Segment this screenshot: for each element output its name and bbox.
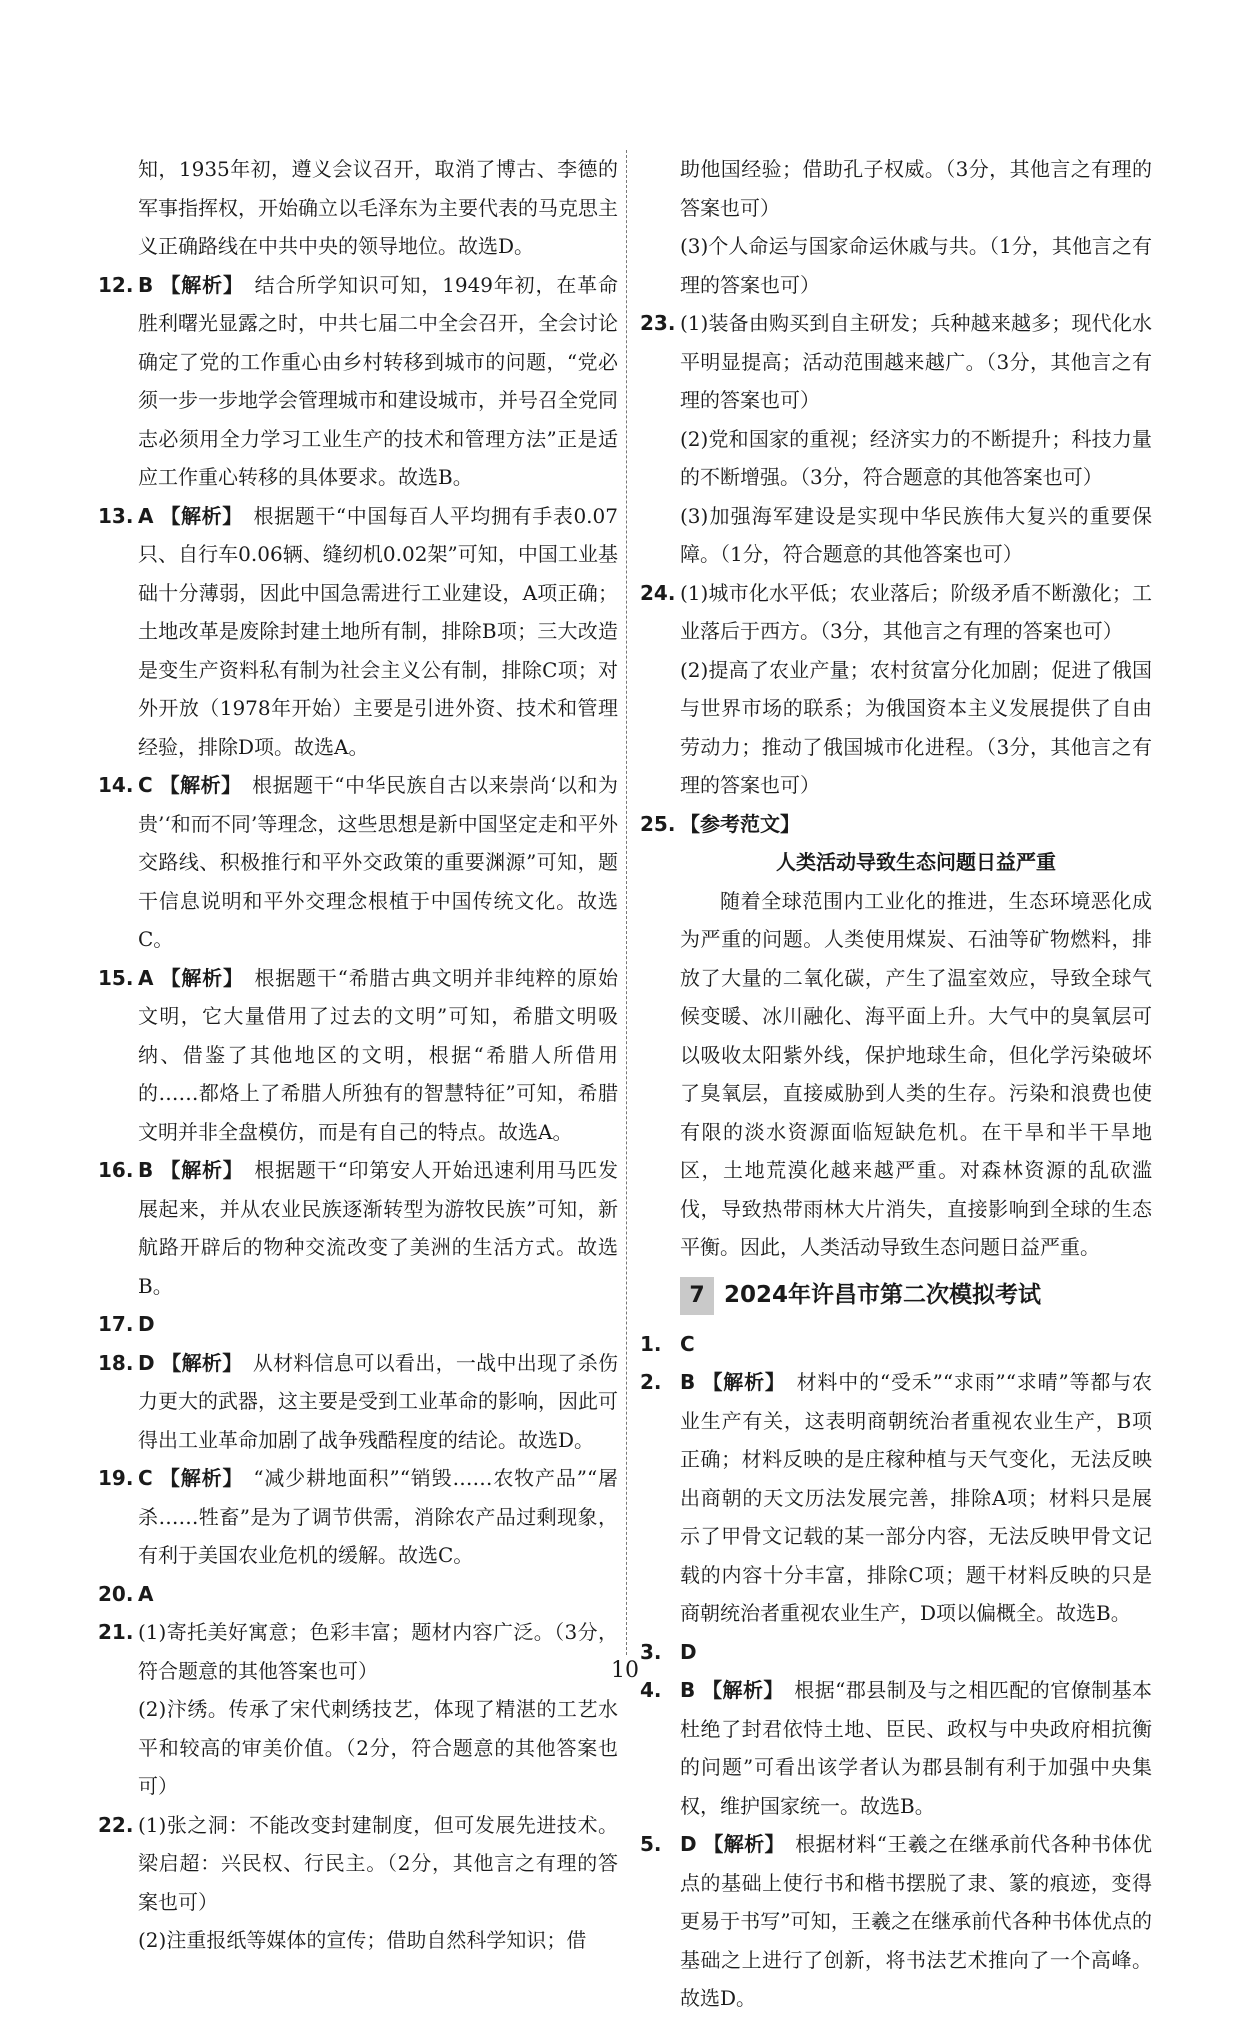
right-column [640,150,1152,2018]
item-text: “减少耕地面积”“销毁……农牧产品”“屠杀……牲畜”是为了调节供需，消除农产品过剩现象，有利于美国农业危机的缓解。故选C。 [138,1466,619,1567]
item-number: 20. [98,1581,134,1606]
sub-answer: (2)党和国家的重视；经济实力的不断提升；科技力量的不断增强。（3分，符合题意的其他答案也可） [680,426,1152,489]
item-text: 根据“郡县制及与之相匹配的官僚制基本杜绝了封君依恃土地、臣民、政权与中央政府相抗衡的问题”可看出该学者认为郡县制有利于加强中央集权，维护国家统一。故选B。 [680,1678,1153,1818]
item-text: 根据题干“希腊古典文明并非纯粹的原始文明，它大量借用了过去的文明”可知，希腊文明吸纳、借鉴了其他地区的文明，根据“希腊人所借用的……都烙上了希腊人所独有的智慧特征”可知，希腊文明并非全盘模仿，而是有自己的特点。故选A。 [138,965,619,1144]
item-answer: B [680,1370,696,1394]
item-answer: D [680,1639,697,1664]
answer-item [640,304,1152,574]
item-answer: D [138,1312,155,1336]
essay-item [640,805,1152,844]
analysis-tag: 【解析】 [161,1350,243,1375]
item-answer: D [138,1350,155,1375]
item-answer: C [138,1466,153,1490]
sub-answer: (2)汴绣。传承了宋代刺绣技艺，体现了精湛的工艺水平和较高的审美价值。（2分，符合题意的其他答案也可） [138,1697,618,1798]
item-text: 结合所学知识可知，1949年初，在革命胜利曙光显露之时，中共七届二中全会召开，全会讨论确定了党的工作重心由乡村转移到城市的问题，“党必须一步一步地学会管理城市和建设城市，并号召全党同志必须用全力学习工业生产的技术和管理方法”正是适应工作重心转移的具体要求。故选B。 [138,272,619,489]
sub-answer: (2)提高了农业产量；农村贫富分化加剧；促进了俄国与世界市场的联系；为俄国资本主义发展提供了自由劳动力；推动了俄国城市化进程。（3分，其他言之有理的答案也可） [680,657,1152,797]
answer-item [640,1825,1152,2018]
item-number: 12. [98,272,134,297]
answer-item [98,766,618,959]
answer-item [640,1671,1152,1825]
answer-item [98,1151,618,1305]
section-heading [680,1273,1152,1319]
item-number: 19. [98,1466,134,1490]
item-number: 24. [640,580,676,605]
item-answer: C [680,1331,695,1356]
item-answer: A [138,503,154,528]
item-number: 16. [98,1158,134,1182]
analysis-tag: 【解析】 [159,1466,244,1490]
section-badge: 7 [680,1277,714,1315]
item-answer: B [680,1678,696,1702]
item-answer: C [138,773,153,797]
sub-answer: (1)寄托美好寓意；色彩丰富；题材内容广泛。（3分，符合题意的其他答案也可） [138,1620,618,1683]
answer-item [98,1575,618,1614]
analysis-tag: 【解析】 [160,965,244,990]
item-number: 2. [640,1370,662,1394]
item-number: 21. [98,1620,134,1644]
sub-answer: (3)加强海军建设是实现中华民族伟大复兴的重要保障。（1分，符合题意的其他答案也可） [680,503,1152,566]
right-items [640,150,1152,805]
essay-tag: 【参考范文】 [680,811,800,836]
sub-answer: (2)注重报纸等媒体的宣传；借助自然科学知识；借 [138,1928,587,1952]
section-title: 2024年许昌市第二次模拟考试 [724,1282,1042,1309]
answer-item [98,959,618,1152]
left-column [98,150,618,1960]
item-answer: B [138,272,154,297]
sub-answer: 助他国经验；借助孔子权威。（3分，其他言之有理的答案也可） [680,157,1152,220]
answer-item [640,150,1152,304]
item-number: 15. [98,965,134,990]
item-text: 从材料信息可以看出，一战中出现了杀伤力更大的武器，这主要是受到工业革命的影响，因此可得出工业革命加剧了战争残酷程度的结论。故选D。 [138,1350,619,1452]
analysis-tag: 【解析】 [703,1832,785,1856]
item-number: 5. [640,1832,662,1856]
answer-item [640,574,1152,805]
item-number: 18. [98,1350,134,1375]
answer-item [640,1363,1152,1633]
answer-item [98,1305,618,1344]
item-answer: A [138,965,154,990]
item-text: 根据材料“王羲之在继承前代各种书体优点的基础上使行书和楷书摆脱了隶、篆的痕迹，变得更易于书写”可知，王羲之在继承前代各种书体优点的基础之上进行了创新，将书法艺术推向了一个高峰。故选D。 [680,1832,1152,2010]
page-number: 10 [611,1658,639,1683]
analysis-tag: 【解析】 [160,1158,244,1182]
answer-item [98,1613,618,1806]
item-number: 25. [640,811,676,836]
sub-answer: (1)张之洞：不能改变封建制度，但可发展先进技术。梁启超：兴民权、行民主。（2分，其他言之有理的答案也可） [138,1812,618,1914]
item-number: 22. [98,1812,134,1837]
answer-item [640,1325,1152,1364]
analysis-tag: 【解析】 [702,1678,784,1702]
item-number: 23. [640,311,676,335]
answer-item [98,1806,618,1960]
item-text: 根据题干“中华民族自古以来崇尚‘以和为贵’‘和而不同’等理念，这些思想是新中国坚定走和平外交路线、积极推行和平外交政策的重要渊源”可知，题干信息说明和平外交理念根植于中国传统文化。故选C。 [138,773,618,951]
answer-item [98,150,618,266]
item-text: 知，1935年初，遵义会议召开，取消了博古、李德的军事指挥权，开始确立以毛泽东为主要代表的马克思主义正确路线在中共中央的领导地位。故选D。 [138,157,618,258]
item-answer: B [138,1158,154,1182]
item-text: 根据题干“中国每百人平均拥有手表0.07只、自行车0.06辆、缝纫机0.02架”可知，中国工业基础十分薄弱，因此中国急需进行工业建设，A项正确；土地改革是废除封建土地所有制，排除B项；三大改造是变生产资料私有制为社会主义公有制，排除C项；对外开放（1978年开始）主要是引进外资、技术和管理经验，排除D项。故选A。 [138,503,618,759]
item-number: 17. [98,1312,134,1336]
column-divider [626,150,627,1655]
answer-item [98,266,618,497]
item-text: 根据题干“印第安人开始迅速利用马匹发展起来，并从农业民族逐渐转型为游牧民族”可知，新航路开辟后的物种交流改变了美洲的生活方式。故选B。 [138,1158,619,1298]
answer-item [98,1344,618,1460]
answer-item [98,497,618,767]
sub-answer: (1)城市化水平低；农业落后；阶级矛盾不断激化；工业落后于西方。（3分，其他言之有理的答案也可） [680,580,1152,643]
item-number: 14. [98,773,134,797]
essay-body: 随着全球范围内工业化的推进，生态环境恶化成为严重的问题。人类使用煤炭、石油等矿物燃料，排放了大量的二氧化碳，产生了温室效应，导致全球气候变暖、冰川融化、海平面上升。大气中的臭氧层可以吸收太阳紫外线，保护地球生命，但化学污染破坏了臭氧层，直接威胁到人类的生存。污染和浪费也使有限的淡水资源面临短缺危机。在干旱和半干旱地区，土地荒漠化越来越严重。对森林资源的乱砍滥伐，导致热带雨林大片消失，直接影响到全球的生态平衡。因此，人类活动导致生态问题日益严重。 [680,888,1152,1259]
item-number: 3. [640,1639,662,1664]
item-number: 4. [640,1678,662,1702]
answer-item [98,1459,618,1575]
item-number: 1. [640,1331,662,1356]
sub-answer: (3)个人命运与国家命运休戚与共。（1分，其他言之有理的答案也可） [680,234,1152,297]
analysis-tag: 【解析】 [702,1370,786,1394]
item-text: 材料中的“受禾”“求雨”“求晴”等都与农业生产有关，这表明商朝统治者重视农业生产，B项正确；材料反映的是庄稼种植与天气变化，无法反映出商朝的天文历法发展完善，排除A项；材料只是展示了甲骨文记载的某一部分内容，无法反映甲骨文记载的内容十分丰富，排除C项；题干材料反映的只是商朝统治者重视农业生产，D项以偏概全。故选B。 [680,1370,1152,1625]
item-number: 13. [98,503,134,528]
analysis-tag: 【解析】 [160,503,243,528]
sub-answer: (1)装备由购买到自主研发；兵种越来越多；现代化水平明显提高；活动范围越来越广。（3分，其他言之有理的答案也可） [680,311,1152,412]
analysis-tag: 【解析】 [159,773,242,797]
essay-title: 人类活动导致生态问题日益严重 [776,850,1056,874]
item-answer: D [680,1832,697,1856]
item-answer: A [138,1581,154,1606]
analysis-tag: 【解析】 [160,272,244,297]
